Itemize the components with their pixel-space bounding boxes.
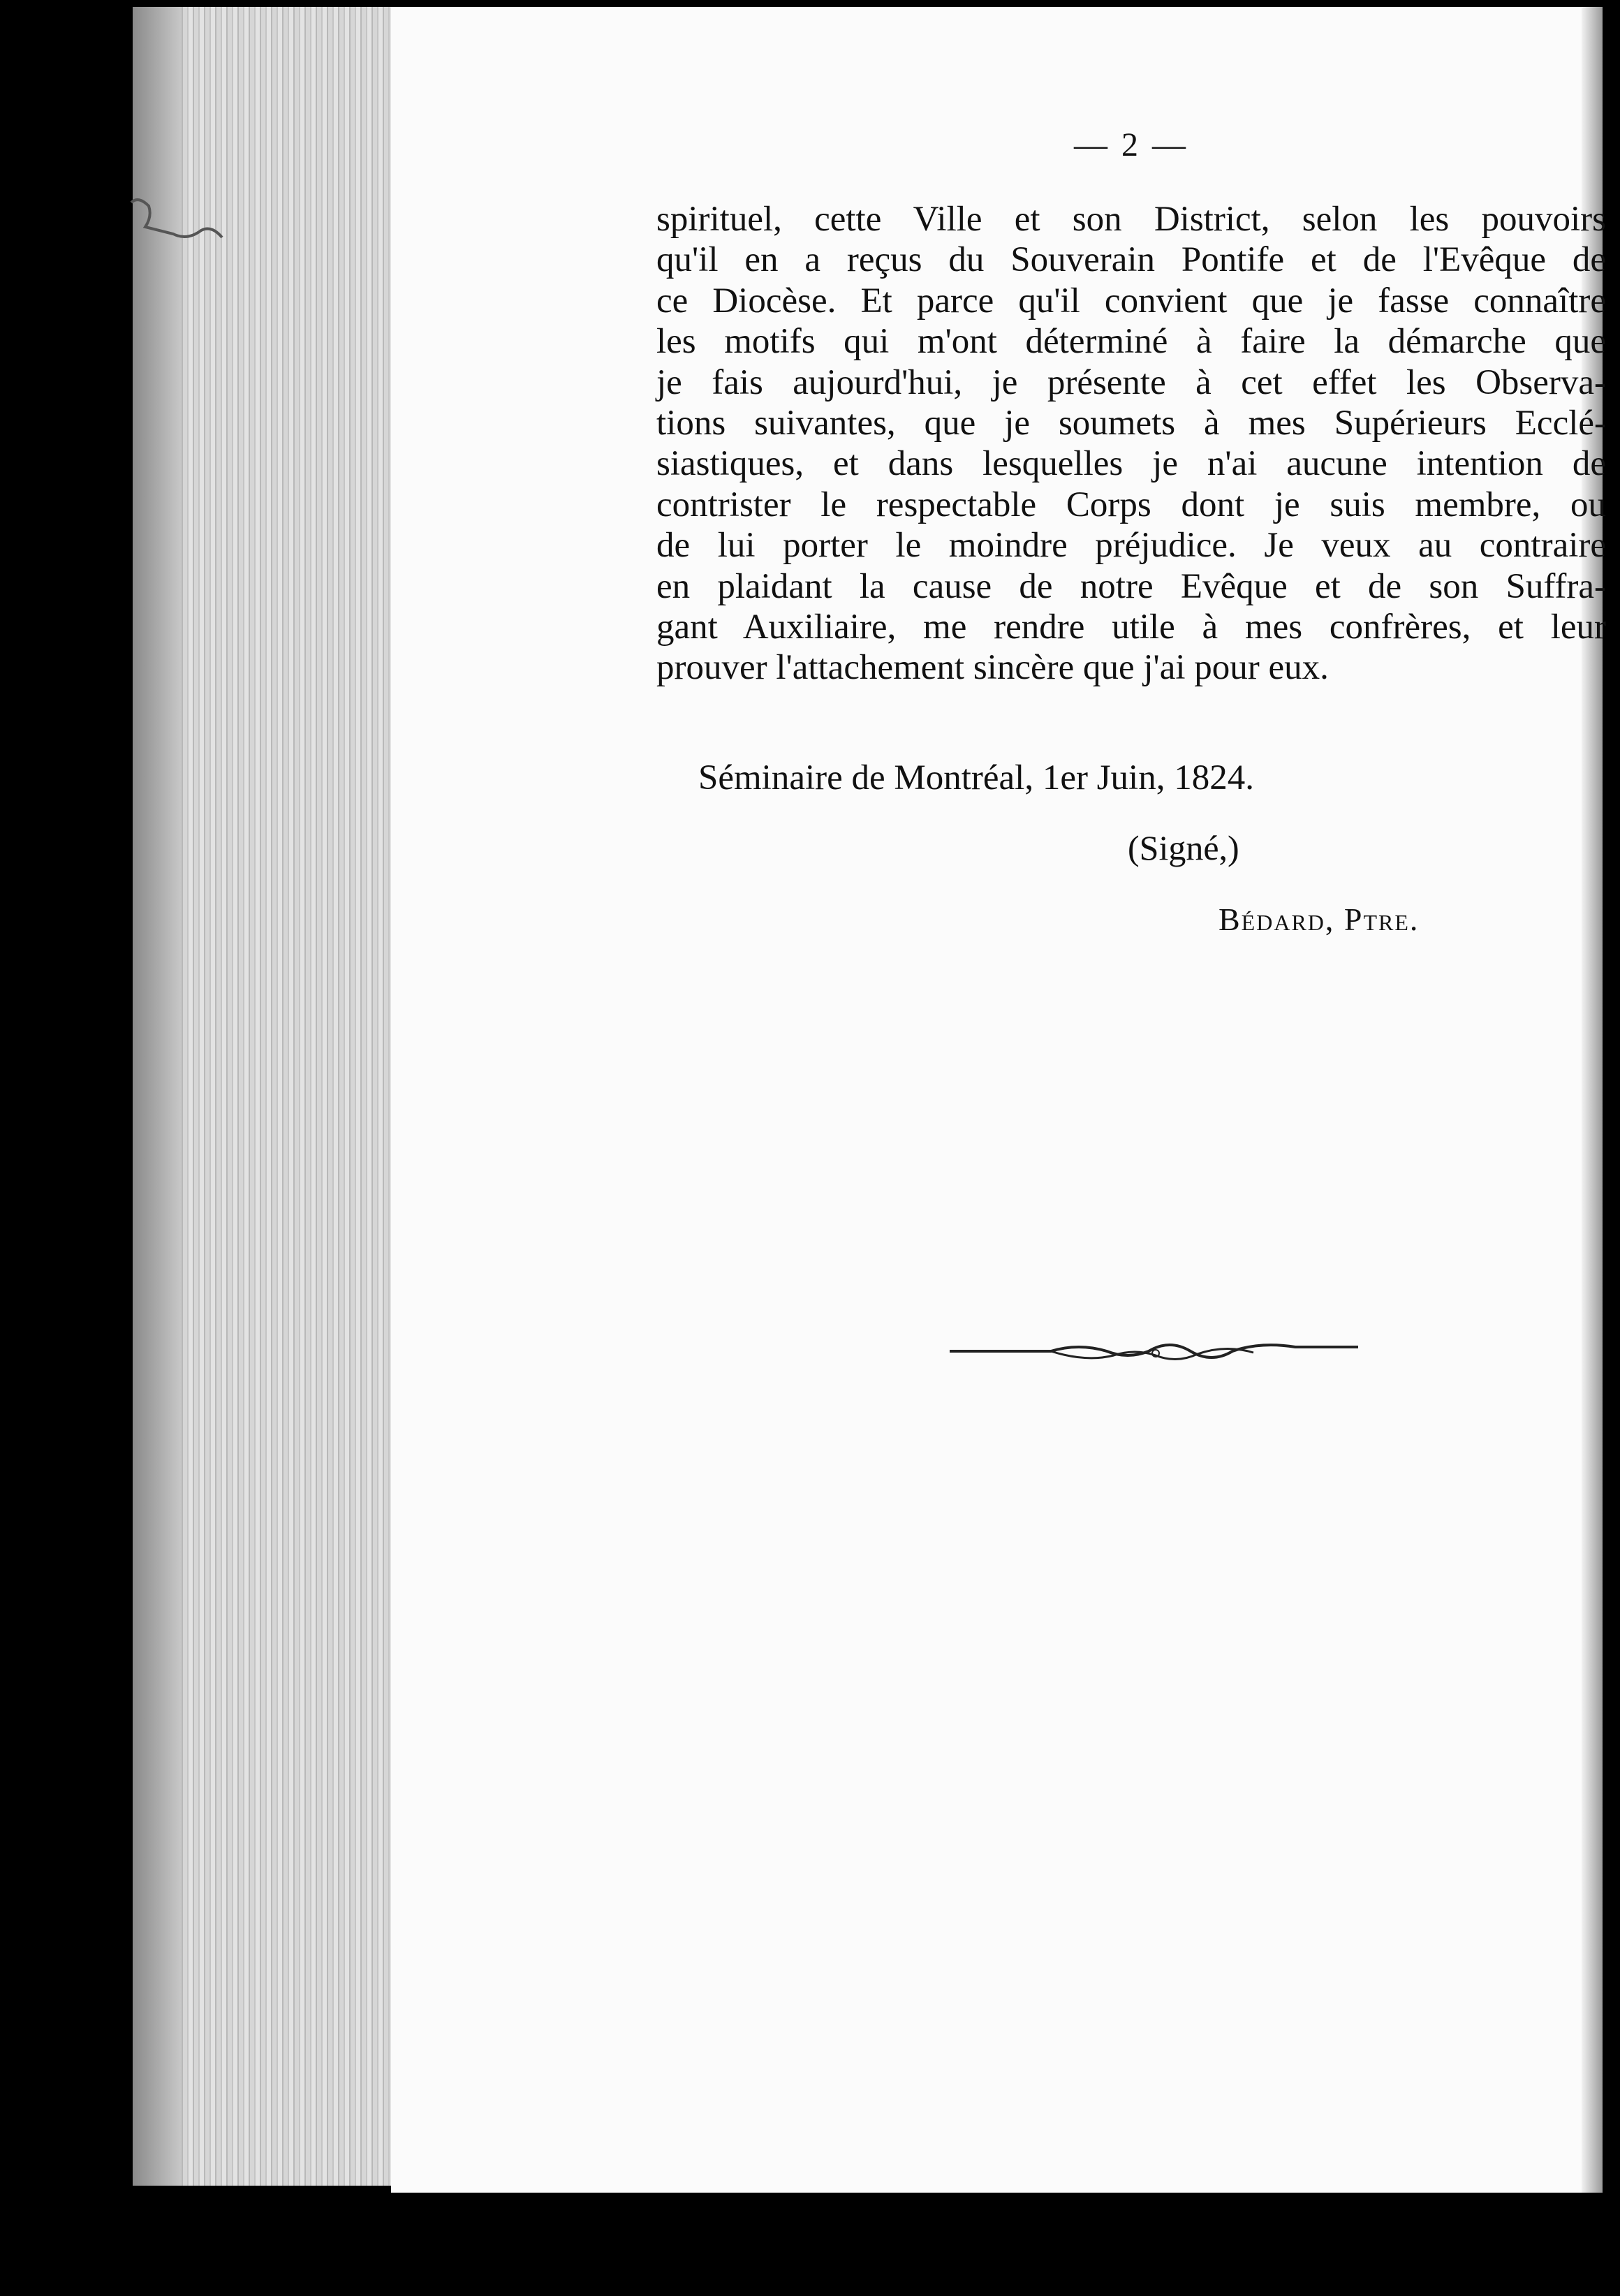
text-line: qu'il en a reçus du Souverain Pontife et de l'Evêque de — [656, 240, 1606, 280]
text-line: je fais aujourd'hui, je présente à cet effet les Observa- — [656, 362, 1606, 402]
text-line: tions suivantes, que je soumets à mes Supérieurs Ecclé- — [656, 404, 1606, 443]
text-line: prouver l'attachement sincère que j'ai pour eux. — [656, 648, 1329, 688]
text-line: spirituel, cette Ville et son District, selon les pouvoirs — [656, 200, 1606, 239]
ornament-divider-icon — [946, 1323, 1362, 1379]
text-line: gant Auxiliaire, me rendre utile à mes confrères, et leur — [656, 608, 1606, 647]
signed-label: (Signé,) — [1128, 828, 1239, 867]
text-line: de lui porter le moindre préjudice. Je veux au contraire — [656, 526, 1606, 566]
body-paragraph — [656, 199, 1606, 689]
page-number: — 2 — — [1074, 126, 1188, 163]
dateline: Séminaire de Montréal, 1er Juin, 1824. — [698, 758, 1254, 797]
handwritten-margin-mark — [124, 189, 229, 272]
text-line: les motifs qui m'ont déterminé à faire la démarche que — [656, 322, 1606, 362]
text-line: siastiques, et dans lesquelles je n'ai aucune intention de — [656, 444, 1606, 484]
text-line: en plaidant la cause de notre Evêque et de son Suffra- — [656, 566, 1606, 606]
text-line: contrister le respectable Corps dont je suis membre, ou — [656, 485, 1606, 524]
text-line: ce Diocèse. Et parce qu'il convient que je fasse connaître — [656, 281, 1606, 321]
book-edge-shadow — [133, 7, 182, 2186]
signature: Bédard, Ptre. — [1218, 902, 1420, 937]
